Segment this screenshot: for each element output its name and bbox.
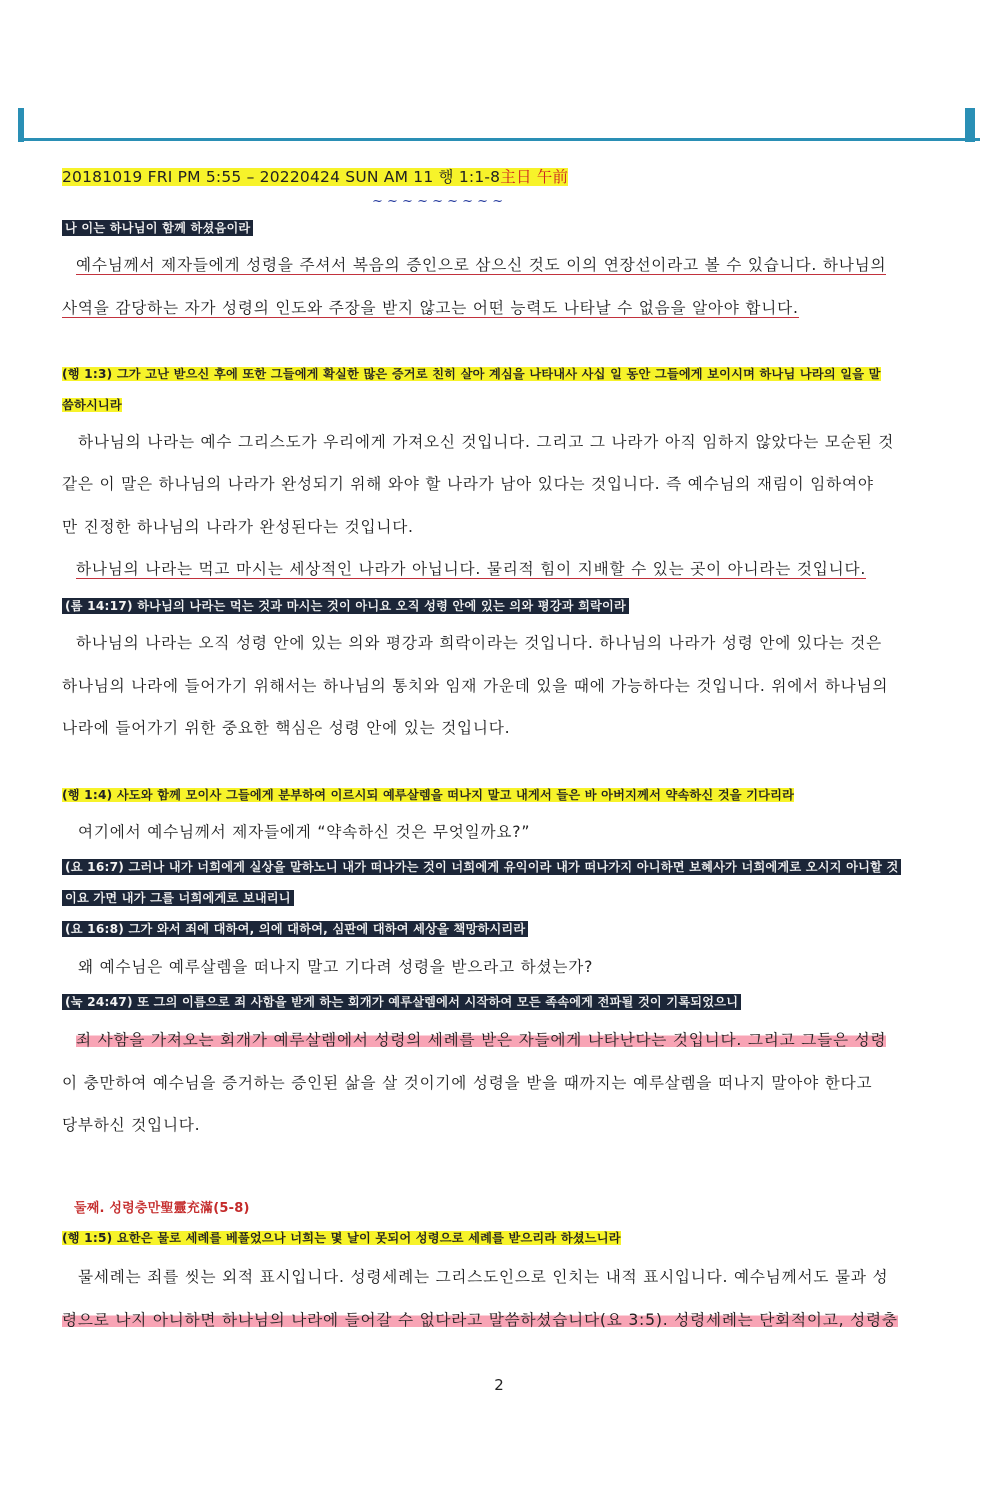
header-rule: [18, 138, 980, 141]
paragraph-1-line-2: 사역을 감당하는 자가 성령의 인도와 주장을 받지 않고는 어떤 능력도 나타날 수 없음을 알아야 합니다.: [62, 299, 799, 317]
verse-acts-1-3: (행 1:3) 그가 고난 받으신 후에 또한 그들에게 확실한 많은 증거로 친히 살아 계심을 나타내사 사십 일 동안 그들에게 보이시며 하나님 나라의 일을 말: [62, 367, 881, 381]
page-number: 2: [494, 1376, 504, 1394]
verse-acts-1-5: (행 1:5) 요한은 물로 세례를 베풀었으나 너희는 몇 날이 못되어 성령으로 세례를 받으리라 하셨느니라: [62, 1231, 621, 1245]
verse-john-16-7: (요 16:7) 그러나 내가 너희에게 실상을 말하노니 내가 떠나가는 것이 너희에게 유익이라 내가 떠나가지 아니하면 보혜사가 너희에게로 오시지 아니할 것: [62, 858, 901, 875]
paragraph-4-line-3: 나라에 들어가기 위한 중요한 핵심은 성령 안에 있는 것입니다.: [62, 719, 511, 737]
header-tab-right: [965, 108, 975, 142]
verse-john-16-7-cont: 이요 가면 내가 그를 너희에게로 보내리니: [62, 889, 294, 906]
paragraph-2-line-3: 만 진정한 하나님의 나라가 완성된다는 것입니다.: [62, 518, 414, 536]
paragraph-7-line-3: 당부하신 것입니다.: [62, 1116, 201, 1134]
paragraph-4-line-2: 하나님의 나라에 들어가기 위해서는 하나님의 통치와 임재 가운데 있을 때에 가능하다는 것입니다. 위에서 하나님의: [62, 677, 889, 695]
paragraph-7-line-2: 이 충만하여 예수님을 증거하는 증인된 삶을 살 것이기에 성령을 받을 때까지는 예루살렘을 떠나지 말아야 한다고: [62, 1074, 873, 1092]
header-tab-left: [18, 108, 24, 142]
paragraph-2-line-1: 하나님의 나라는 예수 그리스도가 우리에게 가져오신 것입니다. 그리고 그 나라가 아직 임하지 않았다는 모순된 것: [78, 433, 895, 451]
verse-rom-14-17: (롬 14:17) 하나님의 나라는 먹는 것과 마시는 것이 아니요 오직 성령 안에 있는 의와 평강과 희락이라: [62, 597, 629, 614]
title-text: 20181019 FRI PM 5:55 – 20220424 SUN AM 11 행 1:1-8: [62, 168, 501, 186]
paragraph-4-line-1: 하나님의 나라는 오직 성령 안에 있는 의와 평강과 희락이라는 것입니다. 하나님의 나라가 성령 안에 있다는 것은: [76, 634, 882, 652]
paragraph-7-line-1: 죄 사함을 가져오는 회개가 예루살렘에서 성령의 세례를 받은 자들에게 나타난다는 것입니다. 그리고 그들은 성령: [76, 1031, 887, 1049]
paragraph-8-line-1: 물세례는 죄를 씻는 외적 표시입니다. 성령세례는 그리스도인으로 인치는 내적 표시입니다. 예수님께서도 물과 성: [78, 1268, 889, 1286]
paragraph-6: 왜 예수님은 예루살렘을 떠나지 말고 기다려 성령을 받으라고 하셨는가?: [78, 958, 594, 976]
verse-acts-1-4: (행 1:4) 사도와 함께 모이사 그들에게 분부하여 이르시되 예루살렘을 떠나지 말고 내게서 들은 바 아버지께서 약속하신 것을 기다리라: [62, 788, 795, 802]
paragraph-8-line-2: 령으로 나지 아니하면 하나님의 나라에 들어갈 수 없다라고 말씀하셨습니다(요 3:5). 성령세례는 단회적이고, 성령충: [62, 1311, 898, 1329]
paragraph-1-line-1: 예수님께서 제자들에게 성령을 주셔서 복음의 증인으로 삼으신 것도 이의 연장선이라고 볼 수 있습니다. 하나님의: [76, 256, 887, 274]
paragraph-5: 여기에서 예수님께서 제자들에게 “약속하신 것은 무엇일까요?”: [78, 823, 531, 841]
verse-luke-24-47: (눅 24:47) 또 그의 이름으로 죄 사함을 받게 하는 회개가 예루살렘에서 시작하여 모든 족속에게 전파될 것이 기록되었으니: [62, 993, 741, 1010]
verse-continuation: 나 이는 하나님이 함께 하셨음이라: [62, 219, 253, 236]
handwritten-note: ~ ~ ~ ~ ~ ~ ~ ~ ~: [372, 194, 504, 209]
verse-john-16-8: (요 16:8) 그가 와서 죄에 대하여, 의에 대하여, 심판에 대하여 세상을 책망하시리라: [62, 920, 528, 937]
paragraph-3: 하나님의 나라는 먹고 마시는 세상적인 나라가 아닙니다. 물리적 힘이 지배할 수 있는 곳이 아니라는 것입니다.: [76, 560, 867, 578]
paragraph-2-line-2: 같은 이 말은 하나님의 나라가 완성되기 위해 와야 할 나라가 남아 있다는 것입니다. 즉 예수님의 재림이 임하여야: [62, 475, 874, 493]
page-title: [62, 165, 568, 187]
section-heading: 둘째. 성령충만聖靈充滿(5-8): [74, 1201, 250, 1216]
verse-acts-1-3-cont: 씀하시니라: [62, 398, 122, 412]
title-suffix: 主日 午前: [500, 168, 569, 186]
